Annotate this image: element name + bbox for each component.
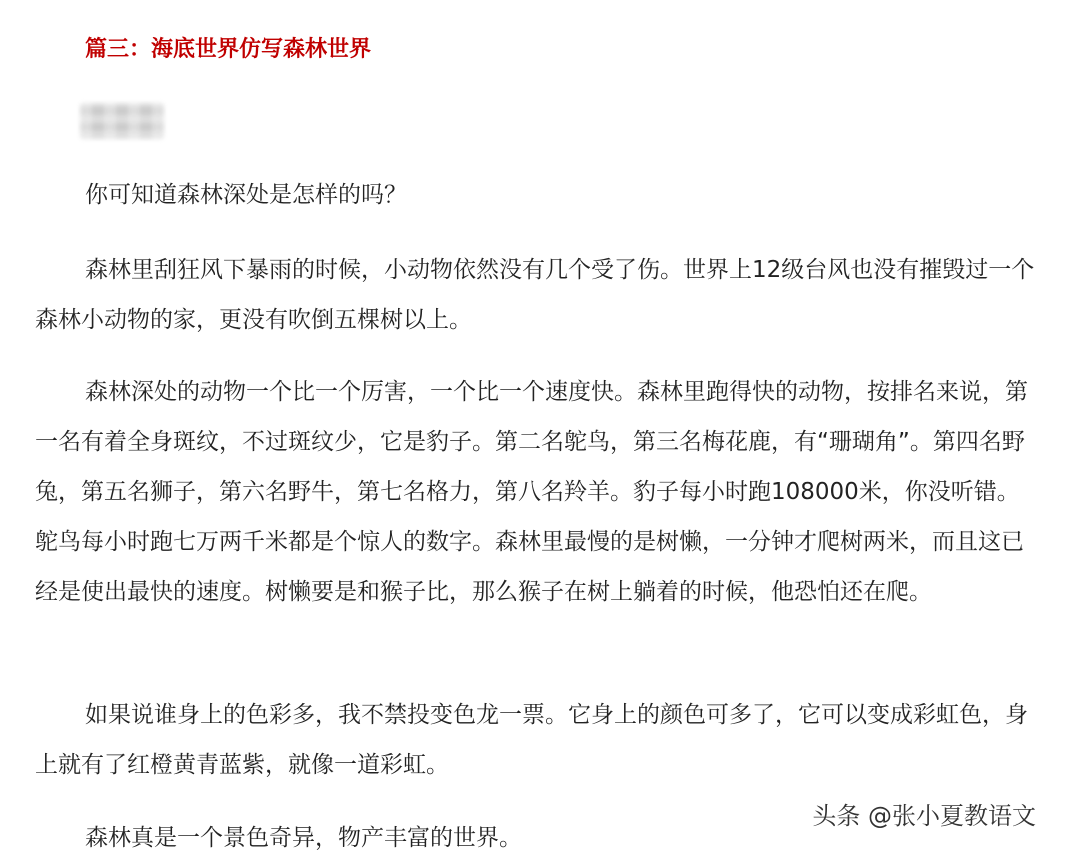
paragraph-1: 你可知道森林深处是怎样的吗？ [85,182,407,208]
blurred-image-placeholder [80,103,164,139]
paragraph-3: 森林深处的动物一个比一个厉害，一个比一个速度快。森林里跑得快的动物，按排名来说，第一名有着全身斑纹，不过斑纹少，它是豹子。第二名鸵鸟，第三名梅花鹿，有“珊瑚角”。第四名野兔，第五名狮子，第六名野牛，第七名格力，第八名羚羊。豹子每小时跑108000米，你没听错。鸵鸟每小时跑七万两千米都是个惊人的数字。森林里最慢的是树懒，一分钟才爬树两米，而且这已经是使出最快的速度。树懒要是和猴子比，那么猴子在树上躺着的时候，他恐怕还在爬。 [35,379,1028,605]
paragraph-5: 森林真是一个景色奇异，物产丰富的世界。 [85,825,522,851]
article-title: 篇三：海底世界仿写森林世界 [85,37,372,62]
paragraph-2: 森林里刮狂风下暴雨的时候，小动物依然没有几个受了伤。世界上12级台风也没有摧毁过一个森林小动物的家，更没有吹倒五棵树以上。 [35,257,1035,333]
paragraph-4: 如果说谁身上的色彩多，我不禁投变色龙一票。它身上的颜色可多了，它可以变成彩虹色，身上就有了红橙黄青蓝紫，就像一道彩虹。 [35,702,1028,778]
watermark-text: 头条 @张小夏教语文 [808,796,1040,836]
